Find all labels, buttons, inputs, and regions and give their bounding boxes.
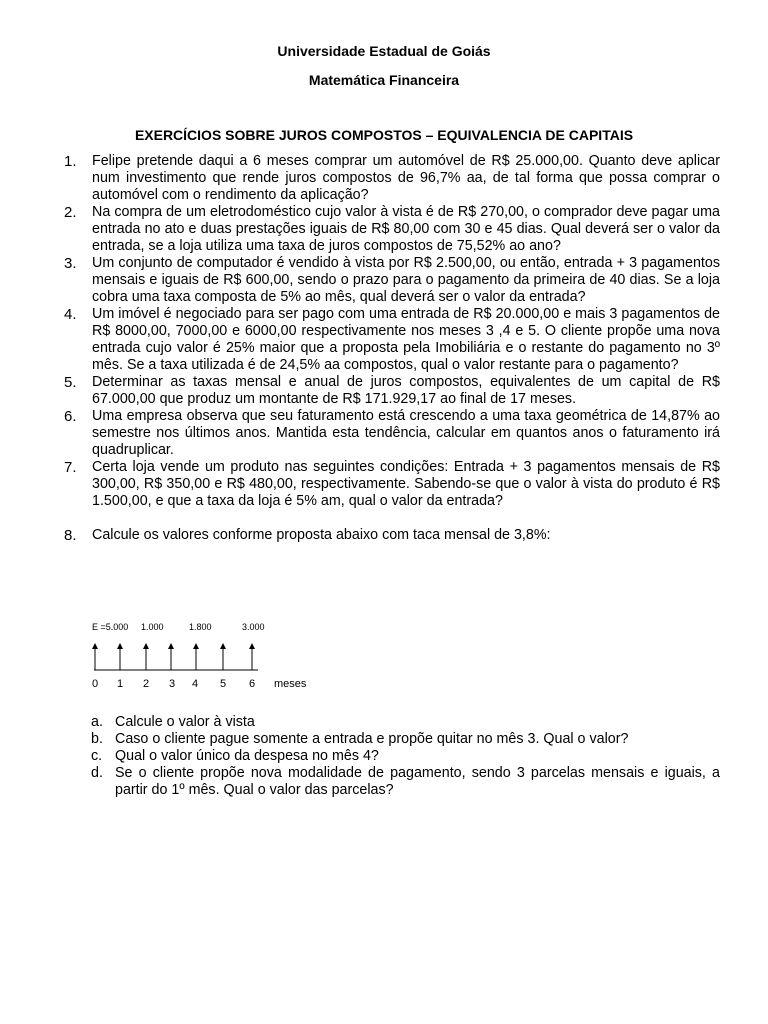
exercise-item: 8. Calcule os valores conforme proposta abaixo com taca mensal de 3,8%: bbox=[64, 527, 551, 544]
course-name: Matemática Financeira bbox=[308, 72, 460, 88]
university-name: Universidade Estadual de Goiás bbox=[277, 43, 491, 59]
month-label: 0 bbox=[92, 678, 99, 690]
payment-label: 3.000 bbox=[242, 622, 265, 632]
month-label: 6 bbox=[249, 678, 256, 690]
month-label: 2 bbox=[143, 678, 150, 690]
subquestion-item: a. Calcule o valor à vista bbox=[91, 714, 255, 730]
exercise-item: 2. Na compra de um eletrodoméstico cujo valor à vista é de R$ 270,00, o comprador deve pagar uma entrada no ato e duas prestações iguais de R$ 80,00 com 30 e 45 dias. Qual deverá ser o valor da entrada, se a loja utiliza uma taxa de juros compostos de 75,52% ao ano? bbox=[64, 204, 720, 254]
exercise-item: 5. Determinar as taxas mensal e anual de juros compostos, equivalentes de um capital de R$ 67.000,00 que produz um montante de R$ 171.929,17 ao final de 17 meses. bbox=[64, 374, 720, 407]
exercise-item: 6. Uma empresa observa que seu faturamento está crescendo a uma taxa geométrica de 14,87% ao semestre nos últimos anos. Mantida esta tendência, calcular em quantos anos o faturamento irá quadruplicar. bbox=[64, 408, 720, 458]
month-label: 5 bbox=[220, 678, 227, 690]
subquestion-item: b. Caso o cliente pague somente a entrada e propõe quitar no mês 3. Qual o valor? bbox=[91, 731, 629, 747]
subquestion-list bbox=[91, 714, 720, 799]
page-title: EXERCÍCIOS SOBRE JUROS COMPOSTOS – EQUIVALENCIA DE CAPITAIS bbox=[134, 127, 634, 143]
payment-label: E =5.000 bbox=[92, 622, 129, 632]
subquestion-item: c. Qual o valor único da despesa no mês 4? bbox=[91, 748, 379, 764]
exercise-item: 7. Certa loja vende um produto nas seguintes condições: Entrada + 3 pagamentos mensais de R$ 300,00, R$ 350,00 e R$ 480,00, respectivamente. Sabendo-se que o valor à vista do produto é R$ 1.500,00, e que a taxa da loja é 5% am, qual o valor da entrada? bbox=[64, 459, 720, 509]
month-label: 4 bbox=[192, 678, 199, 690]
exercise-item: 1. Felipe pretende daqui a 6 meses comprar um automóvel de R$ 25.000,00. Quanto deve aplicar num investimento que rende juros compostos de 96,7% aa, de tal forma que possa comprar o automóvel com o rendimento da aplicação? bbox=[64, 153, 720, 203]
payment-label: 1.800 bbox=[189, 622, 212, 632]
month-label: 3 bbox=[169, 678, 176, 690]
exercise-item: 3. Um conjunto de computador é vendido à vista por R$ 2.500,00, ou então, entrada + 3 pagamentos mensais e iguais de R$ 600,00, sendo o prazo para o pagamento da primeira de 40 dias. Se a loja cobra uma taxa composta de 5% ao mês, qual deverá ser o valor da entrada? bbox=[64, 255, 720, 305]
month-label: 1 bbox=[117, 678, 124, 690]
exercise-item: 4. Um imóvel é negociado para ser pago com uma entrada de R$ 20.000,00 e mais 3 pagamentos de R$ 8000,00, 7000,00 e 6000,00 respectivamente nos meses 3 ,4 e 5. O cliente propõe uma nova entrada cujo valor é 25% maior que a proposta pela Imobiliária e o restante do pagamento no 3º mês. Se a taxa utilizada é de 24,5% aa compostos, qual o valor restante para o pagamento? bbox=[64, 306, 720, 373]
subquestion-item: d. Se o cliente propõe nova modalidade de pagamento, sendo 3 parcelas mensais e iguais, a partir do 1º mês. Qual o valor das parcelas? bbox=[91, 765, 720, 798]
exercise-list bbox=[64, 153, 720, 544]
payment-label: 1.000 bbox=[141, 622, 164, 632]
cash-flow-diagram bbox=[88, 618, 328, 698]
axis-unit-label: meses bbox=[274, 678, 307, 690]
